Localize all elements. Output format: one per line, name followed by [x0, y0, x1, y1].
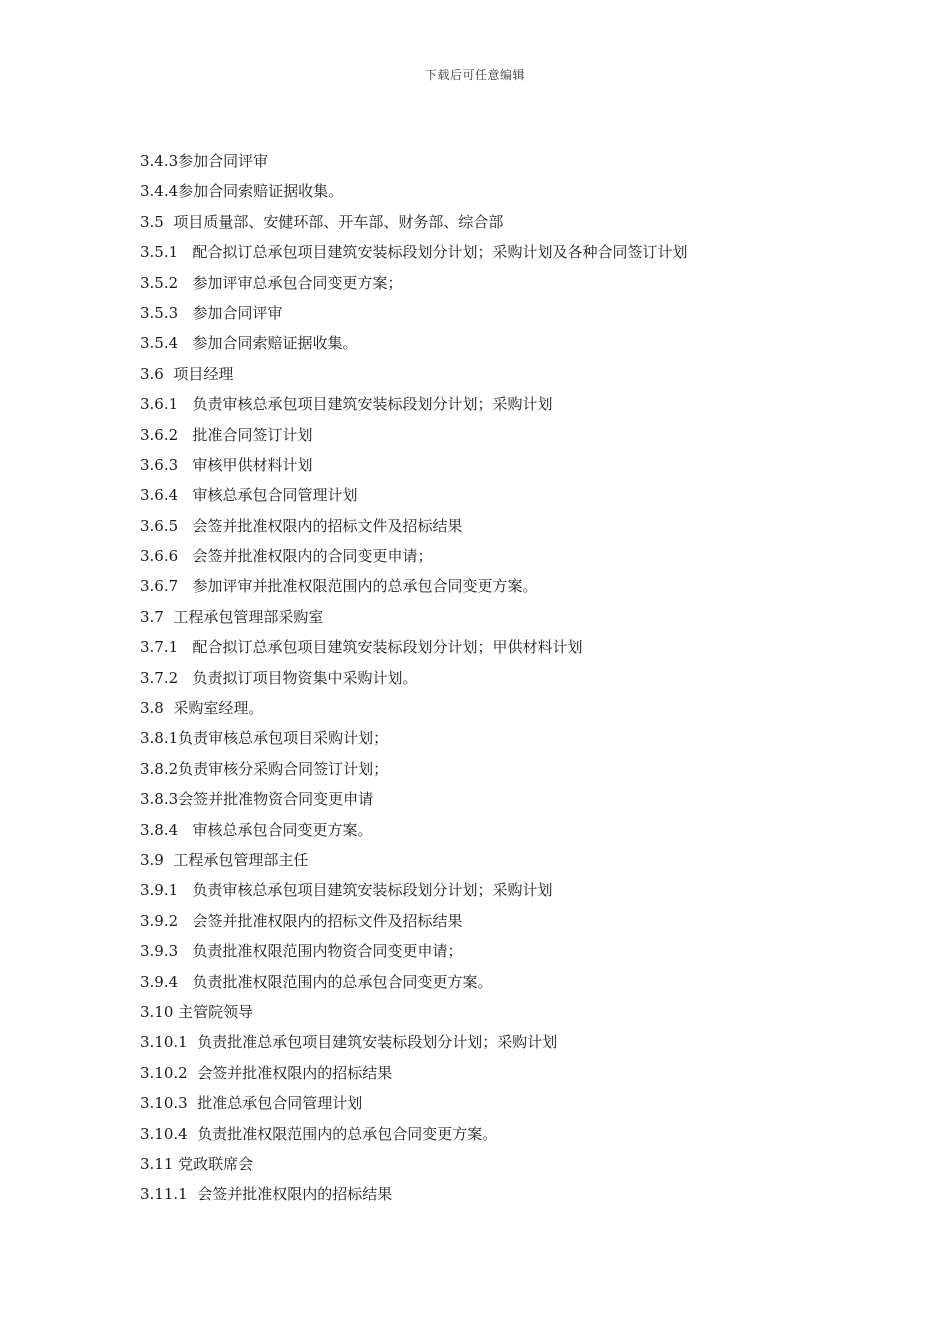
document-line: 3.6.3 审核甲供材料计划	[140, 455, 313, 474]
document-line: 3.7 工程承包管理部采购室	[140, 607, 324, 626]
document-line: 3.4.3参加合同评审	[140, 152, 269, 170]
document-line: 3.10 主管院领导	[140, 1002, 254, 1021]
document-line: 3.8.2负责审核分采购合同签订计划；	[140, 759, 389, 778]
document-line: 3.10.4 负责批准权限范围内的总承包合同变更方案。	[140, 1124, 498, 1143]
document-line: 3.9.3 负责批准权限范围内物资合同变更申请；	[140, 942, 463, 961]
document-line: 3.5.3 参加合同评审	[140, 303, 283, 322]
document-line: 3.9 工程承包管理部主任	[140, 850, 309, 869]
document-line: 3.8.1负责审核总承包项目采购计划；	[140, 729, 389, 748]
document-line: 3.6 项目经理	[140, 364, 234, 383]
document-line: 3.5.1 配合拟订总承包项目建筑安装标段划分计划；采购计划及各种合同签订计划	[140, 243, 688, 262]
document-line: 3.6.4 审核总承包合同管理计划	[140, 486, 358, 505]
document-line: 3.8.4 审核总承包合同变更方案。	[140, 820, 373, 839]
document-line: 3.6.2 批准合同签订计划	[140, 425, 313, 444]
document-line: 3.10.2 会签并批准权限内的招标结果	[140, 1063, 393, 1082]
document-line: 3.4.4参加合同索赔证据收集。	[140, 182, 344, 201]
document-line: 3.9.1 负责审核总承包项目建筑安装标段划分计划；采购计划	[140, 881, 553, 900]
document-line: 3.7.1 配合拟订总承包项目建筑安装标段划分计划；甲供材料计划	[140, 638, 583, 657]
document-line: 3.6.7 参加评审并批准权限范围内的总承包合同变更方案。	[140, 577, 538, 596]
document-line: 3.8 采购室经理。	[140, 699, 264, 718]
document-line: 3.6.1 负责审核总承包项目建筑安装标段划分计划；采购计划	[140, 395, 553, 414]
document-body	[140, 146, 820, 1210]
page-header: 下载后可任意编辑	[424, 68, 525, 82]
document-line: 3.9.4 负责批准权限范围内的总承包合同变更方案。	[140, 972, 493, 991]
document-line: 3.5.4 参加合同索赔证据收集。	[140, 334, 358, 353]
document-line: 3.6.5 会签并批准权限内的招标文件及招标结果	[140, 516, 463, 535]
document-line: 3.5 项目质量部、安健环部、开车部、财务部、综合部	[140, 212, 504, 231]
document-line: 3.10.3 批准总承包合同管理计划	[140, 1094, 363, 1113]
document-line: 3.8.3会签并批准物资合同变更申请	[140, 790, 374, 809]
document-line: 3.11 党政联席会	[140, 1154, 254, 1173]
document-line: 3.5.2 参加评审总承包合同变更方案；	[140, 273, 403, 292]
document-line: 3.10.1 负责批准总承包项目建筑安装标段划分计划；采购计划	[140, 1033, 558, 1052]
document-line: 3.9.2 会签并批准权限内的招标文件及招标结果	[140, 911, 463, 930]
document-line: 3.7.2 负责拟订项目物资集中采购计划。	[140, 668, 418, 687]
document-line: 3.11.1 会签并批准权限内的招标结果	[140, 1185, 393, 1204]
document-line: 3.6.6 会签并批准权限内的合同变更申请；	[140, 547, 433, 566]
